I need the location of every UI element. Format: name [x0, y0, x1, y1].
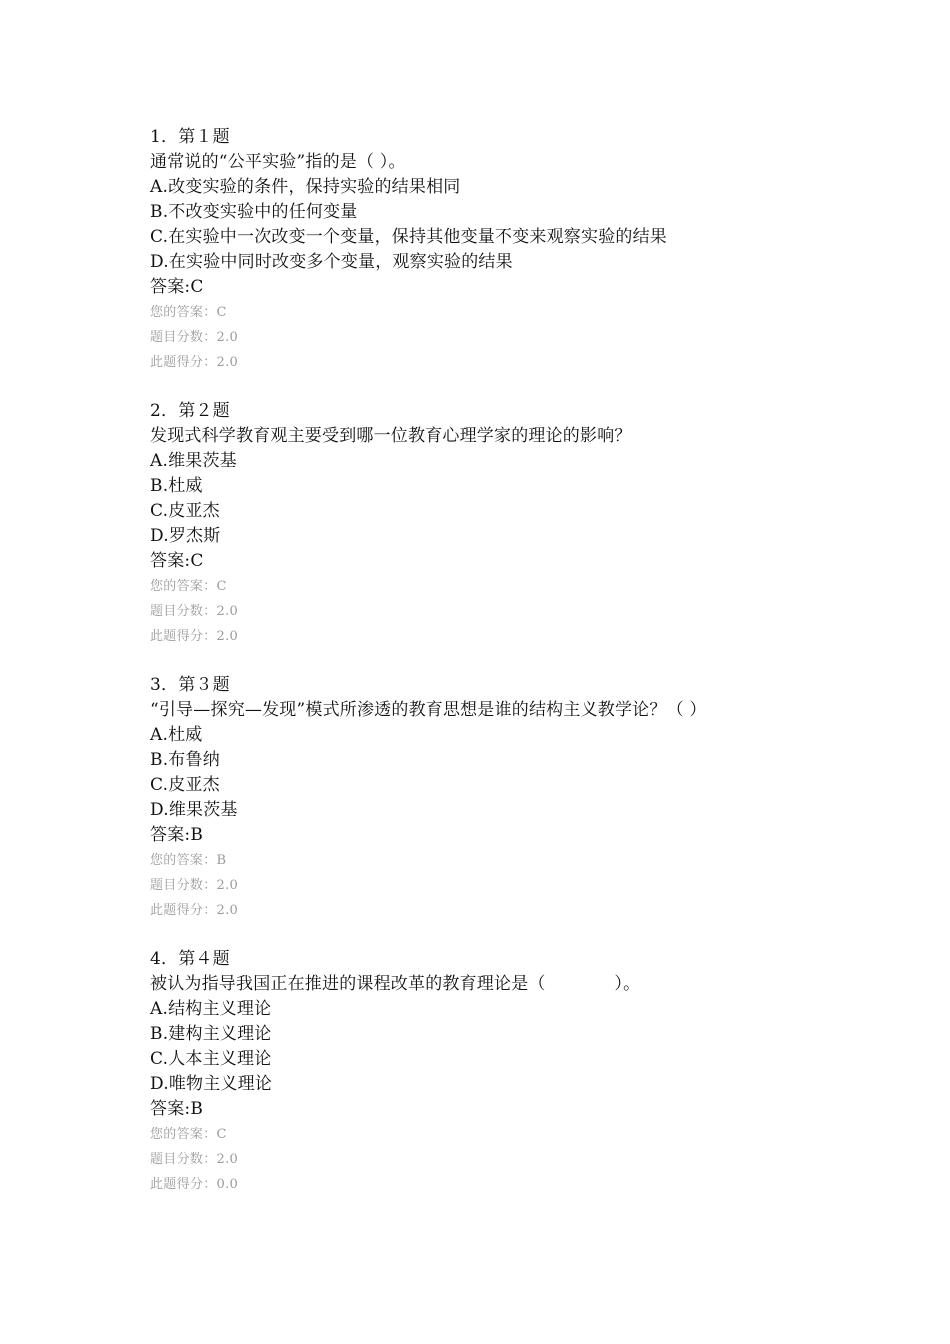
- earned-score: 此题得分：2.0: [150, 355, 239, 370]
- option-b: B.杜威: [150, 476, 203, 496]
- your-answer: 您的答案：C: [150, 305, 227, 320]
- option-a: A.改变实验的条件，保持实验的结果相同: [150, 177, 461, 197]
- earned-score: 此题得分：0.0: [150, 1177, 239, 1192]
- your-answer: 您的答案：C: [150, 579, 227, 594]
- option-a: A.结构主义理论: [150, 999, 272, 1019]
- correct-answer: 答案:C: [150, 277, 204, 297]
- question-3: [150, 673, 910, 923]
- question-score: 题目分数：2.0: [150, 878, 239, 893]
- option-b: B.布鲁纳: [150, 750, 220, 770]
- option-c: C.皮亚杰: [150, 501, 220, 521]
- question-heading: 3．第３题: [150, 675, 230, 695]
- option-c: C.人本主义理论: [150, 1049, 272, 1069]
- your-answer: 您的答案：B: [150, 853, 227, 868]
- question-stem: 发现式科学教育观主要受到哪一位教育心理学家的理论的影响？: [150, 426, 632, 446]
- question-score: 题目分数：2.0: [150, 330, 239, 345]
- question-heading: 4．第４题: [150, 949, 230, 969]
- question-score: 题目分数：2.0: [150, 604, 239, 619]
- question-1: [150, 125, 910, 375]
- correct-answer: 答案:B: [150, 1099, 204, 1119]
- option-d: D.维果茨基: [150, 800, 238, 820]
- question-stem: 被认为指导我国正在推进的课程改革的教育理论是（ ）。: [150, 974, 641, 994]
- correct-answer: 答案:C: [150, 551, 204, 571]
- question-2: [150, 399, 910, 649]
- question-4: [150, 947, 910, 1197]
- option-c: C.皮亚杰: [150, 775, 220, 795]
- question-stem: “引导—探究—发现”模式所渗透的教育思想是谁的结构主义教学论？（ ）: [150, 700, 707, 720]
- option-d: D.罗杰斯: [150, 526, 221, 546]
- option-a: A.维果茨基: [150, 451, 237, 471]
- option-b: B.建构主义理论: [150, 1024, 272, 1044]
- option-d: D.在实验中同时改变多个变量，观察实验的结果: [150, 252, 513, 272]
- question-stem: 通常说的“公平实验”指的是（ ）。: [150, 152, 406, 172]
- earned-score: 此题得分：2.0: [150, 903, 239, 918]
- option-c: C.在实验中一次改变一个变量，保持其他变量不变来观察实验的结果: [150, 227, 668, 247]
- option-d: D.唯物主义理论: [150, 1074, 273, 1094]
- correct-answer: 答案:B: [150, 825, 204, 845]
- question-score: 题目分数：2.0: [150, 1152, 239, 1167]
- option-a: A.杜威: [150, 725, 203, 745]
- earned-score: 此题得分：2.0: [150, 629, 239, 644]
- your-answer: 您的答案：C: [150, 1127, 227, 1142]
- question-heading: 1．第１题: [150, 127, 230, 147]
- question-heading: 2．第２题: [150, 401, 230, 421]
- option-b: B.不改变实验中的任何变量: [150, 202, 358, 222]
